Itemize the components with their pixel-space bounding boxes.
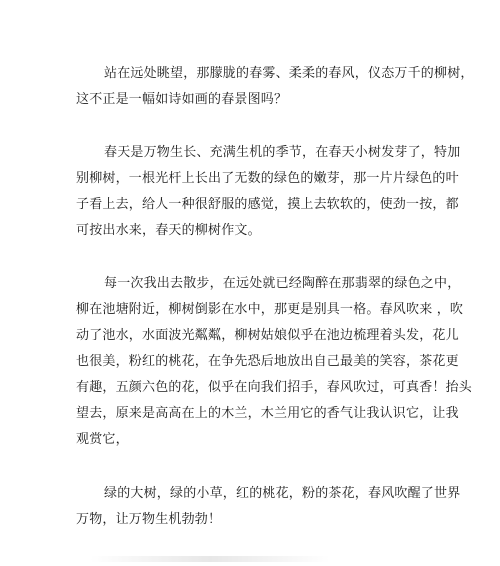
paragraph-line: 这不正是一幅如诗如画的春景图吗？ [76,92,288,107]
paragraph-line: 有趣，五颜六色的花，似乎在向我们招手，春风吹过，可真香！抬头 [76,380,473,395]
paragraph-line: 每一次我出去散步，在远处就已经陶醉在那翡翠的绿色之中， [104,276,461,291]
paragraph-line: 站在远处眺望，那朦胧的春雾、柔柔的春风，仪态万千的柳树， [104,66,474,81]
paragraph-line: 春天是万物生长、充满生机的季节，在春天小树发芽了，特加 [104,145,461,160]
paragraph-line: 子看上去，给人一种很舒服的感觉，摸上去软软的，使劲一按，都 [76,197,459,212]
paragraph-line: 也很美，粉红的桃花，在争先恐后地放出自己最美的笑容，茶花更 [76,354,459,369]
paragraph-line: 观赏它， [76,432,129,447]
paragraph-line: 别柳树，一根光杆上长出了无数的绿色的嫩芽，那一片片绿色的叶 [76,171,459,186]
paragraph-line: 万物，让万物生机勃勃！ [76,512,222,527]
paragraph-line: 动了池水，水面波光粼粼，柳树姑娘似乎在池边梳理着头发，花儿 [76,328,459,343]
paragraph-line: 柳在池塘附近，柳树倒影在水中，那更是别具一格。春风吹来 ，吹 [76,302,464,317]
paragraph-line: 绿的大树，绿的小草，红的桃花，粉的茶花，春风吹醒了世界 [104,486,461,501]
page-bottom-artifact [90,556,330,562]
paragraph-line: 望去，原来是高高在上的木兰，木兰用它的香气让我认识它，让我 [76,406,459,421]
paragraph-line: 可按出水来，春天的柳树作文。 [76,223,261,238]
